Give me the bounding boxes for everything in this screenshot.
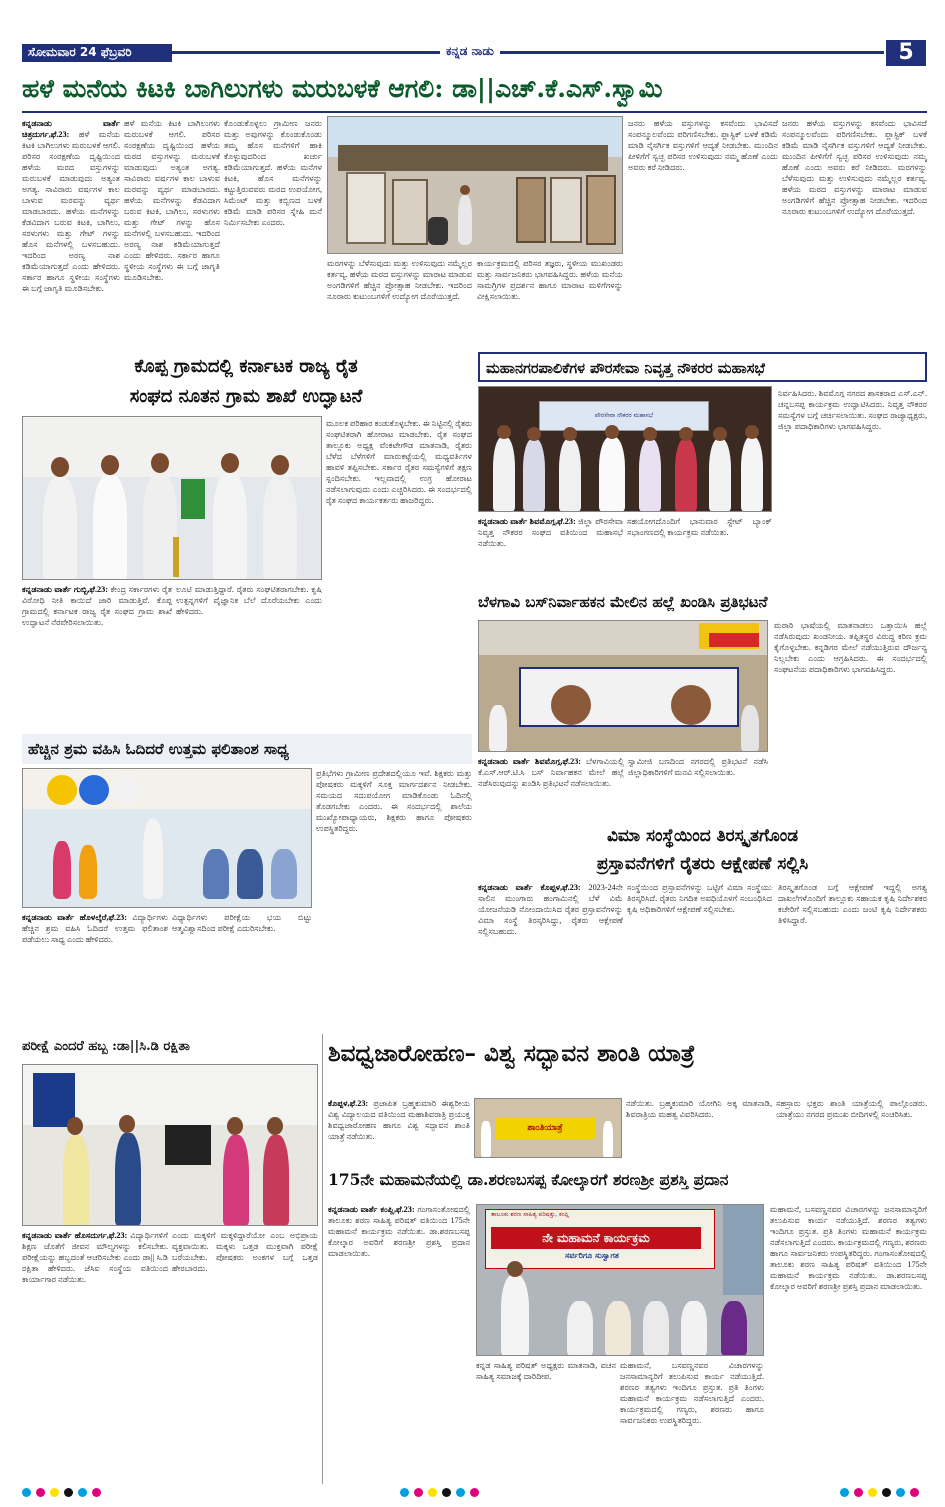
registration-strip-right xyxy=(840,1488,919,1498)
story7-text1: ವಿದ್ಯಾರ್ಥಿಗಳಿಗೆ ಶಿಕ್ಷಣ ಜೊತೆಗೆ ಜೀವನ ಮೌಲ್ಯಗಳನ್ನು ಕಲಿಸಬೇಕು. ಪರೀಕ್ಷೆಯನ್ನು ಹಬ್ಬದಂತೆ ಆಚರಿಸಬೇಕು ಎಂದು ಡಾ|| ಸಿ.ಡಿ ರಕ್ಷಿತಾ ಹೇಳಿದರು. ಜೆಸಿಐ ಸಂಸ್ಥೆಯ ವತಿಯಿಂದ ಕಾರ್ಯಾಗಾರ ನಡೆಯಿತು. xyxy=(22,1231,168,1284)
story1-text2: ಕೊಂಡುಕೊಳ್ಳಲು ಗ್ರಾಮೀಣ ಜನರು ಮತ್ತು ಅವುಗಳನ್ನು ಕೊಂಡುಕೊಂಡು ತಮ್ಮ ಹೊಸ ಮನೆಗಳಿಗೆ ಹಾಕಿ ಕೊಳ್ಳುವುದರಿಂದ ಖರ್ಚು ಕಡಿಮೆಯಾಗುತ್ತದೆ. ಹಳೆಯ ಮನೆಗಳ ಕಿಟಕಿ, ಹೊಸ ಮನೆಗಳನ್ನು ಕಟ್ಟುತ್ತಿರುವವರು ಮರದ ಉಪಯೋಗ, ಸಿಮೆಂಟ್ ಮತ್ತು ಕಬ್ಬಿಣದ ಬಳಕೆ ಕಡಿಮೆ ಮಾಡಿ ಪರಿಸರ ಸ್ನೇಹಿ ಮನೆ ನಿರ್ಮಿಸಬೇಕು ಎಂದರು. xyxy=(224,119,322,227)
story2-text3: ಮೂಲಕ ಪರಿಹಾರ ಕಂಡುಕೊಳ್ಳಬೇಕು. ಈ ನಿಟ್ಟಿನಲ್ಲಿ ರೈತರು ಸಂಘಟಿತರಾಗಿ ಹೋರಾಟ ಮಾಡಬೇಕು. ರೈತ ಸಂಘದ ತಾಲ್ಲೂಕು ಅಧ್ಯಕ್ಷ ವೆಂಕಟೇಗೌಡ ಮಾತನಾಡಿ, ರೈತರು ಬೆಳೆದ ಬೆಳೆಗಳಿಗೆ ಮಾರುಕಟ್ಟೆಯಲ್ಲಿ ಮಧ್ಯವರ್ತಿಗಳ ಹಾವಳಿ ತಪ್ಪಿಸಬೇಕು. ಸರ್ಕಾರ ರೈತರ ಸಮಸ್ಯೆಗಳಿಗೆ ತಕ್ಷಣ ಸ್ಪಂದಿಸಬೇಕು. ಇಲ್ಲವಾದಲ್ಲಿ ಉಗ್ರ ಹೋರಾಟ ನಡೆಸಲಾಗುವುದು ಎಂದು ಎಚ್ಚರಿಸಿದರು. ಈ ಸಂದರ್ಭದಲ್ಲಿ ರೈತ ಸಂಘದ ಕಾರ್ಯಕರ್ತರು ಹಾಜರಿದ್ದರು. xyxy=(326,419,472,505)
story9-col3 xyxy=(620,1360,764,1484)
story8-text1: ಪ್ರಜಾಪಿತ ಬ್ರಹ್ಮಕುಮಾರಿ ಈಶ್ವರೀಯ ವಿಶ್ವ ವಿದ್ಯಾಲಯದ ವತಿಯಿಂದ ಮಹಾಶಿವರಾತ್ರಿ ಪ್ರಯುಕ್ತ ಶಿವಧ್ವಜಾರೋಹಣ ಹಾಗೂ ವಿಶ್ವ ಸದ್ಭಾವನ ಶಾಂತಿ ಯಾತ್ರೆ ನಡೆಯಿತು. xyxy=(328,1099,470,1141)
story1-text1: ಹಳೆ ಮನೆಯ ಕಿಟಕಿ ಬಾಗಿಲುಗಳು ಮರುಬಳಕೆ ಆಗಲಿ. ಪರಿಸರ ಸಂರಕ್ಷಣೆಯ ದೃಷ್ಟಿಯಿಂದ ಹಳೆಯ ಮರದ ವಸ್ತುಗಳನ್ನು ಮರುಬಳಕೆ ಮಾಡುವುದು ಅತ್ಯಂತ ಅಗತ್ಯ. ಸಾವಿರಾರು ವರ್ಷಗಳ ಕಾಲ ಬಾಳುವ ಮರವನ್ನು ವ್ಯರ್ಥ ಮಾಡಬಾರದು. ಹಳೆಯ ಮನೆಗಳನ್ನು ಕೆಡವಿದಾಗ ಬರುವ ಕಿಟಕಿ, ಬಾಗಿಲು, ಸರಳುಗಳು ಮತ್ತು ಗೇಟ್ ಗಳನ್ನು ಹೊಸ ಮನೆಗಳಲ್ಲಿ ಬಳಸಬಹುದು. ಇದರಿಂದ ಅರಣ್ಯ ನಾಶ ಕಡಿಮೆಯಾಗುತ್ತದೆ ಎಂದು ಹೇಳಿದರು. ಸರ್ಕಾರ ಹಾಗೂ ಸ್ಥಳೀಯ ಸಂಸ್ಥೆಗಳು ಈ ಬಗ್ಗೆ ಜಾಗೃತಿ ಮೂಡಿಸಬೇಕು. xyxy=(22,130,120,293)
story6-headline-line2: ಪ್ರಸ್ತಾವನೆಗಳಿಗೆ ರೈತರು ಆಕ್ಷೇಪಣೆ ಸಲ್ಲಿಸಿ xyxy=(596,854,809,874)
story5-col3 xyxy=(316,768,472,1028)
story7-col2 xyxy=(172,1230,318,1484)
story5-text3: ಪ್ರತಿಭೆಗಳು ಗ್ರಾಮೀಣ ಪ್ರದೇಶದಲ್ಲಿಯೂ ಇವೆ. ಶಿಕ್ಷಕರು ಮತ್ತು ಪೋಷಕರು ಮಕ್ಕಳಿಗೆ ಸೂಕ್ತ ಮಾರ್ಗದರ್ಶನ ನೀಡಬೇಕು. ಸಮಯದ ಸದುಪಯೋಗ ಮಾಡಿಕೊಂಡು ಓದಿನಲ್ಲಿ ತೊಡಗಬೇಕು ಎಂದರು. ಈ ಸಂದರ್ಭದಲ್ಲಿ ಶಾಲೆಯ ಮುಖ್ಯೋಪಾಧ್ಯಾಯರು, ಶಿಕ್ಷಕರು ಹಾಗೂ ಪೋಷಕರು ಉಪಸ್ಥಿತರಿದ್ದರು. xyxy=(316,769,472,833)
story3-headline: ಮಹಾನಗರಪಾಲಿಕೆಗಳ ಪೌರಸೇವಾ ನಿವೃತ್ತ ನೌಕರರ ಮಹಾಸಭೆ xyxy=(478,352,927,382)
story3-text1: ಜಿಲ್ಲಾ ಪೌರಸೇವಾ ನಿವೃತ್ತ ನೌಕರರ ಸಂಘದ ವತಿಯಿಂದ ಮಹಾಸಭೆ ನಡೆಯಿತು. xyxy=(478,517,623,548)
story2-col1 xyxy=(22,584,172,730)
story9-text2: ಕನ್ನಡ ಸಾಹಿತ್ಯ ಪರಿಷತ್ ಅಧ್ಯಕ್ಷರು ಮಾತನಾಡಿ, ವಚನ ಸಾಹಿತ್ಯ ಸಮಾಜಕ್ಕೆ ದಾರಿದೀಪ. xyxy=(476,1361,616,1381)
story8-col3 xyxy=(776,1098,927,1158)
story6-text1: 2023-24ನೇ ಸಾಲಿನ ಮುಂಗಾರು ಹಂಗಾಮಿನಲ್ಲಿ ಬೆಳೆ ವಿಮೆ ಯೋಜನೆಯಡಿ ನೋಂದಾಯಿಸಿದ ರೈತರ ಪ್ರಸ್ತಾವನೆಗಳನ್ನು ವಿಮಾ ಸಂಸ್ಥೆ ತಿರಸ್ಕರಿಸಿದ್ದು, ರೈತರು ಆಕ್ಷೇಪಣೆ ಸಲ್ಲಿಸಬಹುದು. xyxy=(478,883,623,936)
story4-col1 xyxy=(478,756,624,818)
story8-rally-banner: ಶಾಂತಿಯಾತ್ರೆ xyxy=(495,1117,595,1139)
story4-text3: ಮರಾಠಿ ಭಾಷೆಯಲ್ಲಿ ಮಾತನಾಡಲು ಒತ್ತಾಯಿಸಿ ಹಲ್ಲೆ ನಡೆಸಿರುವುದು ಖಂಡನೀಯ. ತಪ್ಪಿತಸ್ಥರ ವಿರುದ್ಧ ಕಠಿಣ ಕ್ರಮ ಕೈಗೊಳ್ಳಬೇಕು. ಕನ್ನಡಿಗರ ಮೇಲೆ ನಡೆಯುತ್ತಿರುವ ದೌರ್ಜನ್ಯ ನಿಲ್ಲಬೇಕು ಎಂದು ಆಗ್ರಹಿಸಿದರು. ಈ ಸಂದರ್ಭದಲ್ಲಿ ಸಂಘಟನೆಯ ಪದಾಧಿಕಾರಿಗಳು ಭಾಗವಹಿಸಿದ್ದರು. xyxy=(774,621,927,674)
story8-byline: ಕೊಪ್ಪಳ,ಫೆ.23: xyxy=(328,1099,369,1108)
story6-col3 xyxy=(778,882,927,1030)
story2-text1: ಕೇಂದ್ರ ಸರ್ಕಾರಗಳು ರೈತ ವಿರೋಧಿ ನೀತಿ ಕಾಯಿದೆ ಜಾರಿ ಮಾಡುತ್ತಿವೆ. ಕೊಪ್ಪ ಗ್ರಾಮದಲ್ಲಿ ಕರ್ನಾಟಕ ರಾಜ್ಯ ರೈತ ಸಂಘದ ಗ್ರಾಮ ಶಾಖೆ ಉದ್ಘಾಟನೆ ನೆರವೇರಿಸಲಾಯಿತು. xyxy=(22,585,172,627)
story3-col2 xyxy=(627,516,772,584)
story9-text1b: ಗಂಗಾಸಂತೋಷದಲ್ಲಿ ತಾಲೂಕು ಶರಣ ಸಾಹಿತ್ಯ ಪರಿಷತ್ ವತಿಯಿಂದ 175ನೇ ಮಹಾಮನೆ ಕಾರ್ಯಕ್ರಮ ನಡೆಯಿತು. ಡಾ.ಶರಣಬಸಪ್ಪ ಕೋಲ್ಕಾರ ಅವರಿಗೆ ಶರಣಶ್ರೀ ಪ್ರಶಸ್ತಿ ಪ್ರದಾನ ಮಾಡಲಾಯಿತು. xyxy=(770,1249,927,1291)
story5-col1 xyxy=(22,912,168,1028)
story4-headline: ಬೆಳಗಾವಿ ಬಸ್‌ನಿರ್ವಾಹಕನ ಮೇಲಿನ ಹಲ್ಲೆ ಖಂಡಿಸಿ ಪ್ರತಿಭಟನೆ xyxy=(478,593,768,611)
story4-text1: ಬೆಳಗಾವಿಯಲ್ಲಿ ಕೆ.ಎಸ್.ಆರ್.ಟಿ.ಸಿ ಬಸ್ ನಿರ್ವಾಹಕನ ಮೇಲೆ ಹಲ್ಲೆ ನಡೆಸಿರುವುದನ್ನು ಖಂಡಿಸಿ ಪ್ರತಿಭಟನೆ ನಡೆಸಲಾಯಿತು. xyxy=(478,757,624,788)
story1-photo-old-doors-shop xyxy=(327,116,623,254)
page-number: 5 xyxy=(886,40,926,66)
story9-text3b: ಮಹಾಮನೆ, ಬಸವಣ್ಣನವರ ವಿಚಾರಗಳನ್ನು ಜನಸಾಮಾನ್ಯರಿಗೆ ತಲುಪಿಸುವ ಕಾರ್ಯ ನಡೆಯುತ್ತಿದೆ. ಶರಣರ ತತ್ವಗಳು ಇಂದಿಗೂ ಪ್ರಸ್ತುತ. ಪ್ರತಿ ತಿಂಗಳು ಮಹಾಮನೆ ಕಾರ್ಯಕ್ರಮ ನಡೆಸಲಾಗುತ್ತಿದೆ ಎಂದರು. ಕಾರ್ಯಕ್ರಮದಲ್ಲಿ ಗಣ್ಯರು, ಶರಣರು ಹಾಗೂ ಸಾರ್ವಜನಿಕರು ಉಪಸ್ಥಿತರಿದ್ದರು. xyxy=(770,1205,927,1258)
story3-text2: ಸಹಯೋಗದೊಂದಿಗೆ ಭಾನುವಾರ ಸ್ಟೇಟ್ ಬ್ಯಾಂಕ್ ಸಭಾಂಗಣದಲ್ಲಿ ಕಾರ್ಯಕ್ರಮ ನಡೆಯಿತು. xyxy=(627,517,772,537)
story1-col3 xyxy=(224,118,322,346)
story9-col2 xyxy=(476,1360,616,1484)
story4-text2: ಸ್ವಾಮೀಜಿ ಬಣದಿಂದ ನಗರದಲ್ಲಿ ಪ್ರತಿಭಟನೆ ನಡೆಸಿ ಜಿಲ್ಲಾಧಿಕಾರಿಗಳಿಗೆ ಮನವಿ ಸಲ್ಲಿಸಲಾಯಿತು. xyxy=(628,757,768,777)
story2-headline-line2: ಸಂಘದ ನೂತನ ಗ್ರಾಮ ಶಾಖೆ ಉದ್ಘಾಟನೆ xyxy=(129,386,363,407)
story6-col1 xyxy=(478,882,623,1030)
story6-byline: ಕನ್ನಡನಾಡು ವಾರ್ತೆ ಕೊಪ್ಪಳ,ಫೆ.23: xyxy=(478,883,581,892)
story8-col1 xyxy=(328,1098,470,1158)
story3-text3: ನಿರ್ವಹಿಸಿದರು. ಶಿವಮೊಗ್ಗ ನಗರದ ಶಾಸಕರಾದ ಎಸ್.ಎನ್. ಚನ್ನಬಸಪ್ಪ ಕಾರ್ಯಕ್ರಮ ಉದ್ಘಾಟಿಸಿದರು. ನಿವೃತ್ತ ನೌಕರರ ಸಮಸ್ಯೆಗಳ ಬಗ್ಗೆ ಚರ್ಚಿಸಲಾಯಿತು. ಸಂಘದ ರಾಜ್ಯಾಧ್ಯಕ್ಷರು, ಜಿಲ್ಲಾ ಪದಾಧಿಕಾರಿಗಳು ಭಾಗವಹಿಸಿದ್ದರು. xyxy=(778,389,927,431)
story7-text2: ಎಂದು ಮಕ್ಕಳಿಗೆ ಮಕ್ಕಳಿದ್ದಾರೆಯೋ ಎಂಬ ಅಭಿಪ್ರಾಯ ವ್ಯಕ್ತವಾಯಿತು. ಮಕ್ಕಳು ಒತ್ತಡ ಮುಕ್ತವಾಗಿ ಪರೀಕ್ಷೆ ಬರೆಯಬೇಕು. ಪೋಷಕರು ಅಂಕಗಳ ಬಗ್ಗೆ ಒತ್ತಡ ಹೇರಬಾರದು. xyxy=(172,1231,318,1273)
story2-col2 xyxy=(176,584,322,730)
story8-text2: ನಡೆಯಿತು. ಬ್ರಹ್ಮಕುಮಾರಿ ಯೋಗಿನಿ ಅಕ್ಕ ಮಾತನಾಡಿ, ಶಿವರಾತ್ರಿಯ ಮಹತ್ವ ವಿವರಿಸಿದರು. xyxy=(626,1099,772,1119)
newspaper-brand: ಕನ್ನಡ ನಾಡು xyxy=(440,44,500,59)
story1-text3: ಮರಗಳನ್ನು ಬೆಳೆಸುವುದು ಮತ್ತು ಉಳಿಸುವುದು ನಮ್ಮೆಲ್ಲರ ಕರ್ತವ್ಯ. ಹಳೆಯ ಮರದ ವಸ್ತುಗಳನ್ನು ಮಾರಾಟ ಮಾಡುವ ಅಂಗಡಿಗಳಿಗೆ ಹೆಚ್ಚಿನ ಪ್ರೋತ್ಸಾಹ ನೀಡಬೇಕು. ಇದರಿಂದ ನೂರಾರು ಕುಟುಂಬಗಳಿಗೆ ಉದ್ಯೋಗ ದೊರೆಯುತ್ತದೆ. xyxy=(327,259,472,301)
story9-col1 xyxy=(328,1204,470,1484)
story1-text3b: ಮರಗಳನ್ನು ಬೆಳೆಸುವುದು ಮತ್ತು ಉಳಿಸುವುದು ನಮ್ಮೆಲ್ಲರ ಕರ್ತವ್ಯ. ಹಳೆಯ ಮರದ ವಸ್ತುಗಳನ್ನು ಮಾರಾಟ ಮಾಡುವ ಅಂಗಡಿಗಳಿಗೆ ಹೆಚ್ಚಿನ ಪ್ರೋತ್ಸಾಹ ನೀಡಬೇಕು. ಇದರಿಂದ ನೂರಾರು ಕುಟುಂಬಗಳಿಗೆ ಉದ್ಯೋಗ ದೊರೆಯುತ್ತದೆ. xyxy=(782,163,927,216)
story5-col2 xyxy=(172,912,312,1028)
story1-col5 xyxy=(477,258,623,346)
story1-text5b: ಜನರು ಹಳೆಯ ವಸ್ತುಗಳನ್ನು ಕಸವೆಂದು ಭಾವಿಸದೆ ಸಂಪನ್ಮೂಲವೆಂದು ಪರಿಗಣಿಸಬೇಕು. ಪ್ಲಾಸ್ಟಿಕ್ ಬಳಕೆ ಕಡಿಮೆ ಮಾಡಿ ನೈಸರ್ಗಿಕ ವಸ್ತುಗಳಿಗೆ ಆದ್ಯತೆ ನೀಡಬೇಕು. ಮುಂದಿನ ಪೀಳಿಗೆಗೆ ಸ್ವಚ್ಛ ಪರಿಸರ ಉಳಿಸುವುದು ನಮ್ಮ ಹೊಣೆ ಎಂದು ಅವರು ಕರೆ ನೀಡಿದರು. xyxy=(782,119,927,172)
story9-headline: 175ನೇ ಮಹಾಮನೆಯಲ್ಲಿ ಡಾ.ಶರಣಬಸಪ್ಪ ಕೋಲ್ಕಾರಗೆ ಶರಣಶ್ರೀ ಪ್ರಶಸ್ತಿ ಪ್ರದಾನ xyxy=(328,1170,729,1189)
registration-strip-left xyxy=(22,1488,101,1498)
story1-col1 xyxy=(22,118,120,346)
story6-col2 xyxy=(627,882,772,1030)
story8-col2 xyxy=(626,1098,772,1158)
story9-banner-welcome: ಸರ್ವರಿಗೂ ಸುಸ್ವಾಗತ xyxy=(565,1251,619,1260)
story5-text1: ವಿದ್ಯಾರ್ಥಿಗಳು ಹೆಚ್ಚಿನ ಶ್ರಮ ವಹಿಸಿ ಓದಿದರೆ ಉತ್ತಮ ಫಲಿತಾಂಶ ಪಡೆಯಲು ಸಾಧ್ಯ ಎಂದು ಹೇಳಿದರು. xyxy=(22,913,168,944)
story5-text2: ವಿಧ್ಯಾರ್ಥಿಗಳು ಪರೀಕ್ಷೆಯ ಭಯ ಬಿಟ್ಟು ಆತ್ಮವಿಶ್ವಾಸದಿಂದ ಪರೀಕ್ಷೆ ಎದುರಿಸಬೇಕು. xyxy=(172,913,312,933)
story1-headline: ಹಳೆ ಮನೆಯ ಕಿಟಕಿ ಬಾಗಿಲುಗಳು ಮರುಬಳಕೆ ಆಗಲಿ: ಡಾ||ಎಚ್.ಕೆ.ಎಸ್.ಸ್ವಾಮಿ xyxy=(22,74,663,103)
story1-col6 xyxy=(628,118,778,346)
story6-headline-line1: ವಿಮಾ ಸಂಸ್ಥೆಯಿಂದ ತಿರಸ್ಕೃತಗೊಂಡ xyxy=(606,826,799,846)
story3-stage-banner: ಪೌರಸೇವಾ ನೌಕರರ ಮಹಾಸಭೆ xyxy=(539,401,709,431)
story1-col7 xyxy=(782,118,927,346)
story3-byline: ಕನ್ನಡನಾಡು ವಾರ್ತೆ ಶಿವಮೊಗ್ಗ,ಫೆ.23: xyxy=(478,517,576,526)
story8-text3: ಸಹಸ್ರಾರು ಭಕ್ತರು ಶಾಂತಿ ಯಾತ್ರೆಯಲ್ಲಿ ಪಾಲ್ಗೊಂಡರು. ಯಾತ್ರೆಯು ನಗರದ ಪ್ರಮುಖ ಬೀದಿಗಳಲ್ಲಿ ಸಂಚರಿಸಿತು. xyxy=(776,1099,927,1119)
story5-headline: ಹೆಚ್ಚಿನ ಶ್ರಮ ವಹಿಸಿ ಓದಿದರೆ ಉತ್ತಮ ಫಲಿತಾಂಶ ಸಾಧ್ಯ xyxy=(22,734,472,764)
story2-photo-inauguration xyxy=(22,416,322,580)
story9-text3: ಮಹಾಮನೆ, ಬಸವಣ್ಣನವರ ವಿಚಾರಗಳನ್ನು ಜನಸಾಮಾನ್ಯರಿಗೆ ತಲುಪಿಸುವ ಕಾರ್ಯ ನಡೆಯುತ್ತಿದೆ. ಶರಣರ ತತ್ವಗಳು ಇಂದಿಗೂ ಪ್ರಸ್ತುತ. ಪ್ರತಿ ತಿಂಗಳು ಮಹಾಮನೆ ಕಾರ್ಯಕ್ರಮ ನಡೆಸಲಾಗುತ್ತಿದೆ ಎಂದರು. ಕಾರ್ಯಕ್ರಮದಲ್ಲಿ ಗಣ್ಯರು, ಶರಣರು ಹಾಗೂ ಸಾರ್ವಜನಿಕರು ಉಪಸ್ಥಿತರಿದ್ದರು. xyxy=(620,1361,764,1425)
issue-date: ಸೋಮವಾರ 24 ಫೆಬ್ರವರಿ 2025 xyxy=(22,44,172,62)
story9-photo-award-event xyxy=(476,1204,764,1356)
story4-col3 xyxy=(774,620,927,818)
story2-col3 xyxy=(326,418,472,730)
story9-text1: ಗಂಗಾಸಂತೋಷದಲ್ಲಿ ತಾಲೂಕು ಶರಣ ಸಾಹಿತ್ಯ ಪರಿಷತ್ ವತಿಯಿಂದ 175ನೇ ಮಹಾಮನೆ ಕಾರ್ಯಕ್ರಮ ನಡೆಯಿತು. ಡಾ.ಶರಣಬಸಪ್ಪ ಕೋಲ್ಕಾರ ಅವರಿಗೆ ಶರಣಶ್ರೀ ಪ್ರಶಸ್ತಿ ಪ್ರದಾನ ಮಾಡಲಾಯಿತು. xyxy=(328,1205,470,1258)
story4-byline: ಕನ್ನಡನಾಡು ವಾರ್ತೆ ಶಿವಮೊಗ್ಗ,ಫೆ.23: xyxy=(478,757,582,766)
registration-strip-mid xyxy=(400,1488,479,1498)
story6-text2: ಸಂಸ್ಥೆಯಿಂದ ಪ್ರಸ್ತಾವನೆಗಳನ್ನು ಒಟ್ಟಿಗೆ ವಿಮಾ ಸಂಸ್ಥೆಯು ತಿರಸ್ಕರಿಸಿದೆ. ರೈತರು ನಿಗದಿತ ಅವಧಿಯೊಳಗೆ ಸಂಬಂಧಿಸಿದ ಕೃಷಿ ಅಧಿಕಾರಿಗಳಿಗೆ ಆಕ್ಷೇಪಣೆ ಸಲ್ಲಿಸಬೇಕು. xyxy=(627,883,772,914)
story3-col3 xyxy=(778,388,927,584)
story9-col4 xyxy=(770,1204,927,1484)
masthead xyxy=(0,0,945,74)
story1-rule xyxy=(22,111,927,113)
story4-col2 xyxy=(628,756,768,818)
story2-headline-line1: ಕೊಪ್ಪ ಗ್ರಾಮದಲ್ಲಿ ಕರ್ನಾಟಕ ರಾಜ್ಯ ರೈತ xyxy=(134,356,358,377)
masthead-rule xyxy=(172,51,884,54)
story7-byline: ಕನ್ನಡನಾಡು ವಾರ್ತೆ ಹೊಸದುರ್ಗ,ಫೆ.23: xyxy=(22,1231,128,1240)
story9-byline: ಕನ್ನಡನಾಡು ವಾರ್ತೆ ಕಂಪ್ಲಿ,ಫೆ.23: xyxy=(328,1205,415,1214)
story8-photo-peace-rally xyxy=(474,1098,622,1158)
story1-byline: ಕನ್ನಡನಾಡು ವಾರ್ತೆ ಚಿತ್ರದುರ್ಗ,ಫೆ.23: xyxy=(22,119,120,139)
column-divider xyxy=(322,1034,323,1484)
story1-text5: ಜನರು ಹಳೆಯ ವಸ್ತುಗಳನ್ನು ಕಸವೆಂದು ಭಾವಿಸದೆ ಸಂಪನ್ಮೂಲವೆಂದು ಪರಿಗಣಿಸಬೇಕು. ಪ್ಲಾಸ್ಟಿಕ್ ಬಳಕೆ ಕಡಿಮೆ ಮಾಡಿ ನೈಸರ್ಗಿಕ ವಸ್ತುಗಳಿಗೆ ಆದ್ಯತೆ ನೀಡಬೇಕು. ಮುಂದಿನ ಪೀಳಿಗೆಗೆ ಸ್ವಚ್ಛ ಪರಿಸರ ಉಳಿಸುವುದು ನಮ್ಮ ಹೊಣೆ ಎಂದು ಅವರು ಕರೆ ನೀಡಿದರು. xyxy=(628,119,778,172)
story9-banner-sub: ತಾಲೂಕು ಶರಣ ಸಾಹಿತ್ಯ ಪರಿಷತ್ತು, ಕಂಪ್ಲಿ xyxy=(491,1211,569,1218)
story1-col4 xyxy=(327,258,472,346)
story3-photo-meeting xyxy=(478,386,772,512)
story2-byline: ಕನ್ನಡನಾಡು ವಾರ್ತೆ ಗುಬ್ಬಿ,ಫೆ.23: xyxy=(22,585,108,594)
story9-banner-main: ನೇ ಮಹಾಮನೆ ಕಾರ್ಯಕ್ರಮ xyxy=(491,1227,701,1249)
story5-photo-school-event xyxy=(22,768,312,908)
story1-text1b: ಹಳೆ ಮನೆಯ ಕಿಟಕಿ ಬಾಗಿಲುಗಳು ಮರುಬಳಕೆ ಆಗಲಿ. ಪರಿಸರ ಸಂರಕ್ಷಣೆಯ ದೃಷ್ಟಿಯಿಂದ ಹಳೆಯ ಮರದ ವಸ್ತುಗಳನ್ನು ಮರುಬಳಕೆ ಮಾಡುವುದು ಅತ್ಯಂತ ಅಗತ್ಯ. ಸಾವಿರಾರು ವರ್ಷಗಳ ಕಾಲ ಬಾಳುವ ಮರವನ್ನು ವ್ಯರ್ಥ ಮಾಡಬಾರದು. ಹಳೆಯ ಮನೆಗಳನ್ನು ಕೆಡವಿದಾಗ ಬರುವ ಕಿಟಕಿ, ಬಾಗಿಲು, ಸರಳುಗಳು ಮತ್ತು ಗೇಟ್ ಗಳನ್ನು ಹೊಸ ಮನೆಗಳಲ್ಲಿ ಬಳಸಬಹುದು. ಇದರಿಂದ ಅರಣ್ಯ ನಾಶ ಕಡಿಮೆಯಾಗುತ್ತದೆ ಎಂದು ಹೇಳಿದರು. ಸರ್ಕಾರ ಹಾಗೂ ಸ್ಥಳೀಯ ಸಂಸ್ಥೆಗಳು ಈ ಬಗ್ಗೆ ಜಾಗೃತಿ ಮೂಡಿಸಬೇಕು. xyxy=(124,119,220,282)
story1-text4: ಕಾರ್ಯಕ್ರಮದಲ್ಲಿ ಪರಿಸರ ತಜ್ಞರು, ಸ್ಥಳೀಯ ಮುಖಂಡರು ಮತ್ತು ಸಾರ್ವಜನಿಕರು ಭಾಗವಹಿಸಿದ್ದರು. ಹಳೆಯ ಮನೆಯ ಸಾಮಗ್ರಿಗಳ ಪ್ರದರ್ಶನ ಹಾಗೂ ಮಾರಾಟ ಮಳಿಗೆಗಳನ್ನು ವೀಕ್ಷಿಸಲಾಯಿತು. xyxy=(477,259,623,301)
story7-photo-lamp-lighting xyxy=(22,1064,318,1226)
story6-text3: ತಿರಸ್ಕೃತಗೊಂಡ ಬಗ್ಗೆ ಆಕ್ಷೇಪಣೆ ಇದ್ದಲ್ಲಿ ಅಗತ್ಯ ದಾಖಲೆಗಳೊಂದಿಗೆ ತಾಲ್ಲೂಕು ಸಹಾಯಕ ಕೃಷಿ ನಿರ್ದೇಶಕರ ಕಚೇರಿಗೆ ಸಲ್ಲಿಸಬಹುದು ಎಂದು ಜಂಟಿ ಕೃಷಿ ನಿರ್ದೇಶಕರು ತಿಳಿಸಿದ್ದಾರೆ. xyxy=(778,883,927,925)
story3-col1 xyxy=(478,516,623,584)
story8-headline: ಶಿವಧ್ವಜಾರೋಹಣ– ವಿಶ್ವ ಸದ್ಭಾವನ ಶಾಂತಿ ಯಾತ್ರೆ xyxy=(328,1040,695,1067)
story7-col1 xyxy=(22,1230,168,1484)
story2-text2: ಲೂಟಿ ಮಾಡುತ್ತಿದ್ದಾರೆ. ರೈತರು ಸಂಘಟಿತರಾಗಬೇಕು. ಕೃಷಿ ಉತ್ಪನ್ನಗಳಿಗೆ ವೈಜ್ಞಾನಿಕ ಬೆಲೆ ದೊರೆಯಬೇಕು ಎಂದು ಹೇಳಿದರು. xyxy=(176,585,322,616)
story1-col2 xyxy=(124,118,220,346)
story5-byline: ಕನ್ನಡನಾಡು ವಾರ್ತೆ ಹೊಳಲ್ಕೆರೆ,ಫೆ.23: xyxy=(22,913,127,922)
story7-headline: ಪರೀಕ್ಷೆ ಎಂದರೆ ಹಬ್ಬ :ಡಾ||ಸಿ.ಡಿ ರಕ್ಷಿತಾ xyxy=(22,1039,190,1054)
story4-photo-protest xyxy=(478,620,768,752)
